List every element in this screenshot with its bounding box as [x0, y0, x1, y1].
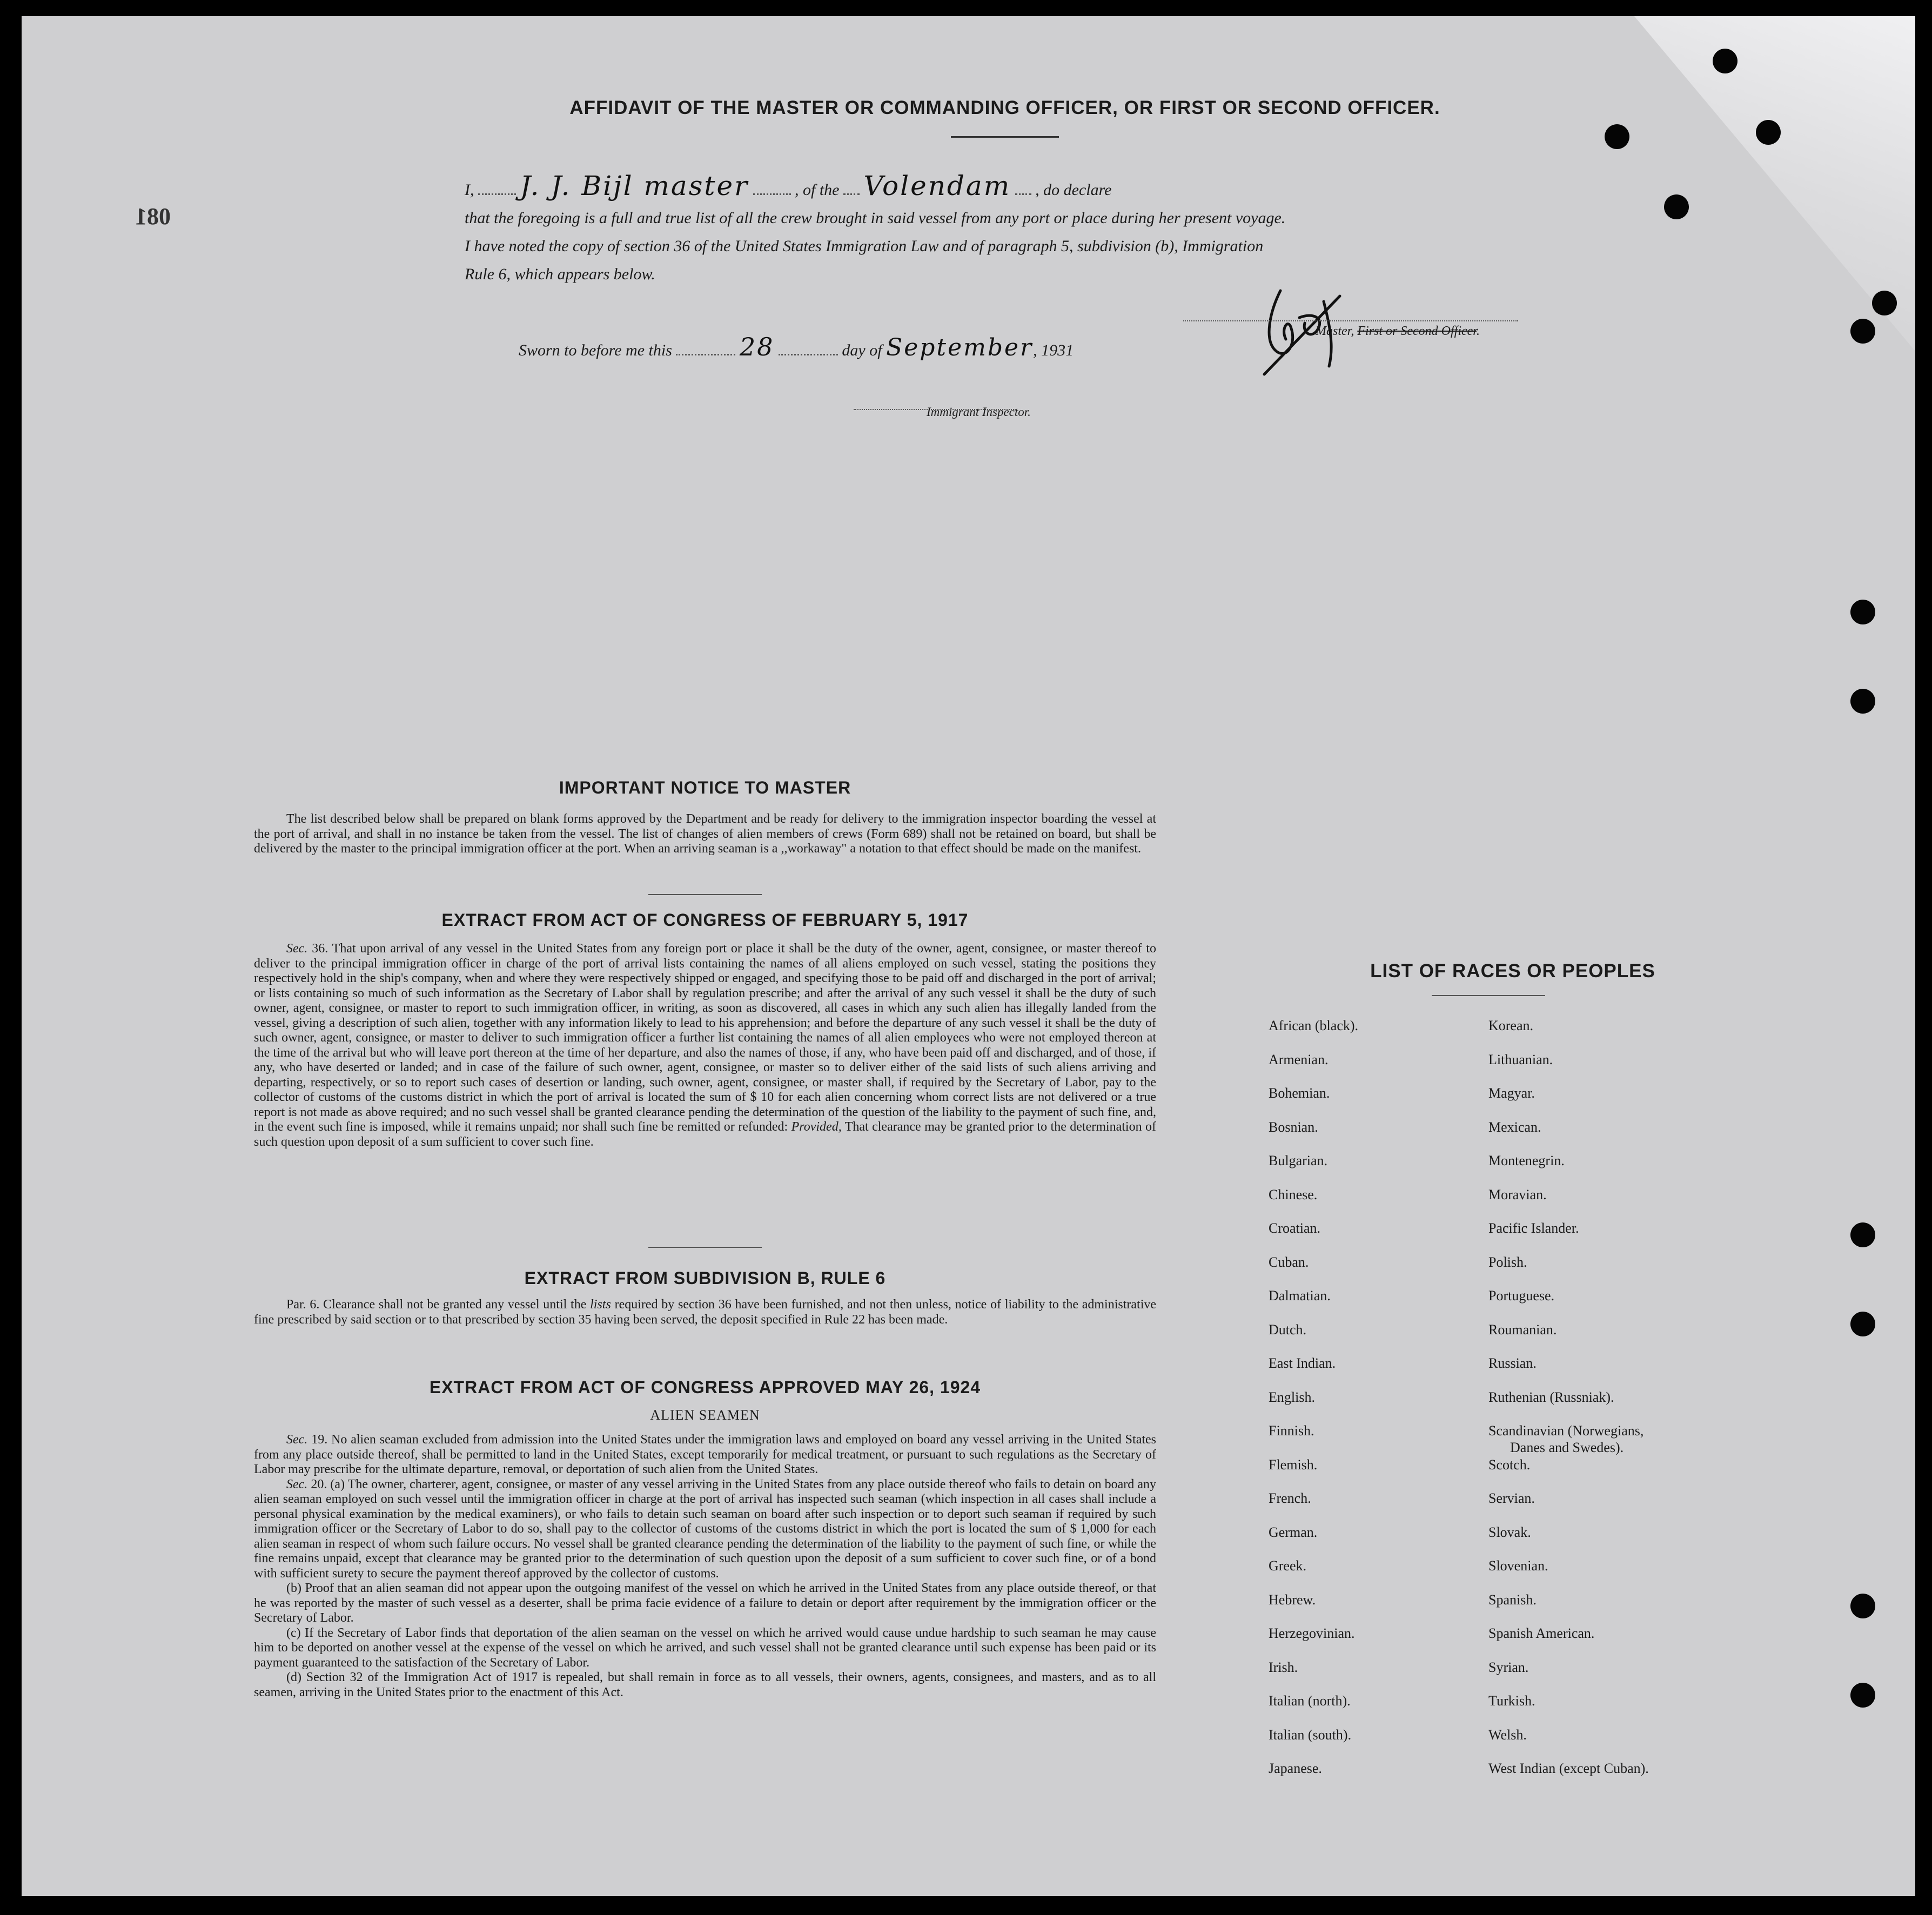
race-item: Hebrew.	[1269, 1591, 1316, 1608]
rule-6-text-b: required by section 36 have been furnished, and not then unless, notice of liability to the administrative fine prescribed by said section or to that prescribed by section 35 having been served, the deposit specified in Rule 22 has been made.	[254, 1298, 1157, 1327]
race-item: Lithuanian.	[1488, 1051, 1553, 1067]
race-item: Bosnian.	[1269, 1119, 1318, 1135]
binder-hole	[1756, 120, 1781, 145]
race-item: Slovenian.	[1488, 1558, 1548, 1574]
race-item: Scandinavian (Norwegians,	[1488, 1423, 1644, 1439]
declaration-line-2: that the foregoing is a full and true list of all the crew brought in said vessel from any port or place during her present voyage.	[465, 209, 1286, 227]
binder-hole	[1850, 319, 1875, 344]
race-item: West Indian (except Cuban).	[1488, 1761, 1649, 1776]
sec-label: Sec.	[286, 1433, 308, 1447]
sworn-day-handwritten: 28	[739, 332, 775, 361]
affidavit-title: AFFIDAVIT OF THE MASTER OR COMMANDING OFFICER, OR FIRST OR SECOND OFFICER.	[569, 97, 1440, 118]
rule-6-title: EXTRACT FROM SUBDIVISION B, RULE 6	[524, 1268, 886, 1288]
race-item: German.	[1269, 1524, 1318, 1540]
declaration-i: I,	[465, 181, 474, 199]
sec-20b-paragraph: (b) Proof that an alien seaman did not appear upon the outgoing manifest of the vessel on which he arrived in the United States from any place outside thereof, or that he was reported by the master of such vessel as a deserter, shall be prima facie evidence of a failure to detain or deport after requirement by the immigration officer or the Secretary of Labor.	[254, 1581, 1156, 1625]
master-name-handwritten: J. J. Bijl master	[520, 170, 749, 201]
race-item: Spanish American.	[1488, 1625, 1595, 1641]
sec-36-text-end: That clearance may be granted prior to the determination of such question upon deposit of a sum sufficient to cover such fine.	[254, 1120, 1156, 1149]
binder-hole	[1850, 1683, 1875, 1708]
race-item: Moravian.	[1488, 1186, 1547, 1202]
sec-label: Sec.	[286, 1477, 308, 1491]
races-left-column	[1269, 1009, 1358, 1786]
race-item: Russian.	[1488, 1355, 1537, 1371]
race-item: Greek.	[1269, 1558, 1307, 1574]
race-item: Bulgarian.	[1269, 1153, 1328, 1168]
race-item: Welsh.	[1488, 1726, 1527, 1743]
race-item: Korean.	[1488, 1018, 1534, 1033]
title-divider	[951, 136, 1059, 138]
race-item: Cuban.	[1269, 1254, 1309, 1270]
declaration-line-1	[465, 172, 1524, 204]
notice-paragraph: The list described below shall be prepared on blank forms approved by the Department and be ready for delivery to the immigration inspector boarding the vessel at the port of arrival, and shall in no instance be taken from the vessel. The list of changes of alien members of crews (Form 689) shall not be retained on board, but shall be delivered by the master to the principal immigration officer at the port. When an arriving seaman is a ,,workaway" a notation to that effect should be made on the manifest.	[254, 812, 1156, 856]
section-divider	[648, 894, 762, 895]
races-title: LIST OF RACES OR PEOPLES	[1370, 960, 1655, 982]
caption-struck: First or Second Officer	[1357, 324, 1477, 338]
document-sheet	[22, 16, 1915, 1896]
dotted-leader	[1015, 193, 1031, 195]
sec-20a-text: 20. (a) The owner, charterer, agent, consignee, or master of any vessel arriving in the United States from any place outside thereof who fails to detain on board any alien seaman employed on such vessel until the immigration officer in charge at the port of arrival has inspected such seaman (which inspection in all cases shall include a personal physical examination by the medical examiners), or who fails to detain such seaman on board after such inspection or to deport such seaman if required by such immigration officer or the Secretary of Labor to do so, shall pay to the collector of customs of the customs district in which the port is located the sum of $ 1,000 for each alien seaman in respect of whom such failure occurs. No vessel shall be granted clearance pending the determination of the liability to the payment of such fine, or while the fine remains unpaid, except that clearance may be granted prior to the determination of such question upon the deposit of a sum sufficient to cover such fine, or of a bond with sufficient surety to secure the payment thereof approved by the collector of customs.	[254, 1477, 1157, 1581]
page-number: 081	[135, 203, 171, 230]
binder-hole	[1850, 689, 1875, 714]
race-item: Dutch.	[1269, 1321, 1307, 1338]
race-item: Herzegovinian.	[1269, 1625, 1355, 1641]
race-item: Scotch.	[1488, 1456, 1531, 1473]
declaration-do-declare: , do declare	[1035, 181, 1112, 199]
race-continuation: Danes and Swedes).	[1510, 1440, 1624, 1455]
sec-label: Sec.	[286, 942, 308, 956]
binder-hole	[1850, 1594, 1875, 1618]
caption-master: Master,	[1316, 324, 1354, 338]
section-divider	[648, 1247, 762, 1248]
race-item: Bohemian.	[1269, 1085, 1330, 1101]
sec-36-text: 36. That upon arrival of any vessel in the United States from any foreign port or place it shall be the duty of the owner, agent, consignee, or master thereof to deliver to the principal immigration officer in charge of the port of arrival lists containing the names of all aliens employed on such vessel, stating the positions they respectively hold in the ship's company, when and where they were respectively shipped or engaged, and specifying those to be paid off and discharged in the port of arrival; or lists containing so much of such information as the Secretary of Labor shall by regulation prescribe; and after the arrival of any such vessel it shall be the duty of such owner, agent, consignee, or master to report to such immigration officer, in writing, as soon as discovered, all cases in which any such alien has illegally landed from the vessel, giving a description of such alien, together with any information likely to lead to his apprehension; and before the departure of any such vessel it shall be the duty of such owner, agent, consignee, or master to deliver to such immigration officer a further list containing the names of all alien employees who were not employed thereon at the time of the arrival but who will leave port thereon at the time of her departure, and also the names of those, if any, who have been paid off and discharged, and of those, if any, who have deserted or landed; and in case of the failure of such owner, agent, consignee, or master so to deliver either of the said lists of such aliens arriving and departing, respectively, or so to report such cases of desertion or landing, such owner, agent, consignee, or master shall, if required by the Secretary of Labor, pay to the collector of customs of the customs district in which the port of arrival is located the sum of $ 10 for each alien concerning whom correct lists are not delivered or a true report is not made as above required; and no such vessel shall be granted clearance pending the determination of the question of the liability to the payment of such fine, and, in the event such fine is imposed, while it remains unpaid; nor shall such fine be remitted or refunded:	[254, 942, 1156, 1134]
race-item: Spanish.	[1488, 1591, 1537, 1608]
signature-caption	[1316, 324, 1480, 339]
vessel-name-handwritten: Volendam	[863, 170, 1011, 201]
races-right-column	[1488, 1009, 1649, 1786]
race-item: Irish.	[1269, 1659, 1298, 1675]
binder-hole	[1850, 1222, 1875, 1247]
race-item: Italian (north).	[1269, 1693, 1351, 1709]
race-item: Flemish.	[1269, 1456, 1318, 1473]
race-item: Montenegrin.	[1488, 1153, 1565, 1168]
extract-1924-text	[254, 1433, 1156, 1700]
race-item: Mexican.	[1488, 1119, 1541, 1135]
extract-1917-text	[254, 942, 1156, 1150]
sec-19-paragraph	[254, 1433, 1156, 1477]
race-item: Slovak.	[1488, 1524, 1531, 1540]
race-item: Ruthenian (Russniak).	[1488, 1389, 1614, 1405]
race-item: Portuguese.	[1488, 1288, 1555, 1303]
declaration-line-4: Rule 6, which appears below.	[465, 265, 655, 283]
notice-title: IMPORTANT NOTICE TO MASTER	[559, 778, 851, 797]
race-item: Pacific Islander.	[1488, 1220, 1579, 1236]
race-item: Finnish.	[1269, 1423, 1314, 1439]
rule-6-text	[254, 1298, 1156, 1327]
dotted-leader	[779, 354, 838, 355]
sec-36-paragraph	[254, 942, 1156, 1150]
sec-20c-paragraph: (c) If the Secretary of Labor finds that deportation of the alien seaman on the vessel on which he arrived would cause undue hardship to such seaman he may cause him to be deported on another vessel at the expense of the vessel on which he arrived, and such vessel shall not be granted clearance until such expense has been paid or its payment guaranteed to the satisfaction of the Secretary of Labor.	[254, 1625, 1156, 1670]
dotted-leader	[676, 354, 735, 355]
race-item: Chinese.	[1269, 1186, 1318, 1202]
sworn-text: Sworn to before me this	[519, 341, 672, 359]
signature-line	[1183, 320, 1518, 321]
binder-hole	[1850, 1312, 1875, 1336]
sec-19-text: 19. No alien seaman excluded from admission into the United States under the immigration laws and employed on board any vessel arriving in the United States from any place outside thereof, shall be permitted to land in the United States, except temporarily for medical treatment, or pursuant to such regulations as the Secretary of Labor may prescribe for the ultimate departure, removal, or deportation of such alien from the United States.	[254, 1433, 1157, 1476]
binder-hole	[1713, 49, 1738, 73]
provided-italic: Provided,	[791, 1120, 842, 1134]
races-divider	[1432, 995, 1545, 996]
notice-text	[254, 812, 1156, 857]
race-item: Magyar.	[1488, 1085, 1535, 1101]
inspector-caption: Immigrant Inspector.	[927, 405, 1031, 419]
race-item: Croatian.	[1269, 1220, 1321, 1236]
race-item: English.	[1269, 1389, 1315, 1405]
binder-hole	[1664, 194, 1689, 219]
race-item: Turkish.	[1488, 1693, 1535, 1709]
extract-1917-title: EXTRACT FROM ACT OF CONGRESS OF FEBRUARY 5, 1917	[441, 910, 969, 930]
day-of-text: day of	[842, 341, 882, 359]
lists-italic: lists	[590, 1298, 611, 1312]
race-item: Italian (south).	[1269, 1726, 1352, 1743]
declaration-of-the: , of the	[795, 181, 840, 199]
race-item: East Indian.	[1269, 1355, 1336, 1371]
caption-end: .	[1476, 324, 1480, 338]
sworn-year: , 1931	[1033, 341, 1074, 359]
sec-20a-paragraph	[254, 1477, 1156, 1582]
sworn-line	[519, 332, 1074, 361]
race-item: Servian.	[1488, 1490, 1535, 1506]
race-item: Polish.	[1488, 1254, 1527, 1270]
rule-6-text-a: Par. 6. Clearance shall not be granted any vessel until the	[286, 1298, 587, 1312]
sec-20d-paragraph: (d) Section 32 of the Immigration Act of 1917 is repealed, but shall remain in force as to all vessels, their owners, agents, consignees, and masters, and as to all seamen, arriving in the United States prior to the enactment of this Act.	[254, 1670, 1156, 1699]
race-item: Syrian.	[1488, 1659, 1529, 1675]
declaration-line-3: I have noted the copy of section 36 of the United States Immigration Law and of paragraph 5, subdivision (b), Immigration	[465, 237, 1264, 255]
binder-hole	[1850, 600, 1875, 624]
affidavit-declaration	[465, 172, 1524, 288]
sworn-month-handwritten: September	[886, 334, 1034, 361]
dotted-leader	[843, 193, 860, 195]
dotted-leader	[753, 193, 791, 195]
extract-1924-subtitle: ALIEN SEAMEN	[650, 1407, 760, 1423]
race-item: Roumanian.	[1488, 1321, 1557, 1338]
race-item: French.	[1269, 1490, 1311, 1506]
rule-6-paragraph	[254, 1298, 1156, 1327]
race-item: Armenian.	[1269, 1051, 1329, 1067]
dotted-leader	[478, 193, 516, 195]
race-item: Japanese.	[1269, 1761, 1322, 1776]
binder-hole	[1872, 291, 1897, 315]
extract-1924-title: EXTRACT FROM ACT OF CONGRESS APPROVED MAY 26, 1924	[429, 1378, 981, 1397]
race-item: Dalmatian.	[1269, 1288, 1331, 1303]
race-item: African (black).	[1269, 1018, 1359, 1033]
binder-hole	[1605, 124, 1629, 149]
